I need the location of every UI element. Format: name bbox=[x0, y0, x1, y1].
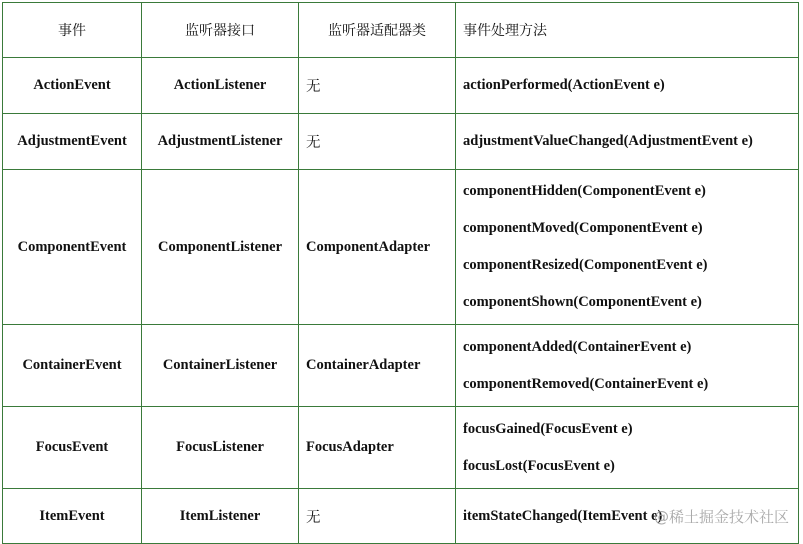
table-row bbox=[3, 325, 799, 407]
header-event: 事件 bbox=[3, 3, 142, 58]
methods-cell bbox=[456, 114, 799, 170]
methods-cell bbox=[456, 170, 799, 325]
method-item: componentMoved(ComponentEvent e) bbox=[463, 220, 703, 236]
methods-cell bbox=[456, 407, 799, 489]
method-item: adjustmentValueChanged(AdjustmentEvent e) bbox=[463, 133, 753, 149]
table-row bbox=[3, 58, 799, 114]
listener-cell: FocusListener bbox=[142, 407, 299, 489]
adapter-cell: 无 bbox=[299, 58, 456, 114]
header-listener: 监听器接口 bbox=[142, 3, 299, 58]
method-item: componentHidden(ComponentEvent e) bbox=[463, 183, 706, 199]
watermark: @稀土掘金技术社区 bbox=[653, 508, 789, 526]
listener-cell: ActionListener bbox=[142, 58, 299, 114]
event-cell: ActionEvent bbox=[3, 58, 142, 114]
event-cell: ItemEvent bbox=[3, 489, 142, 544]
listener-cell: AdjustmentListener bbox=[142, 114, 299, 170]
header-methods: 事件处理方法 bbox=[456, 3, 799, 58]
table-row bbox=[3, 407, 799, 489]
method-item: focusGained(FocusEvent e) bbox=[463, 420, 633, 437]
adapter-cell: 无 bbox=[299, 114, 456, 170]
methods-cell bbox=[456, 325, 799, 407]
header-adapter: 监听器适配器类 bbox=[299, 3, 456, 58]
listener-cell: ContainerListener bbox=[142, 325, 299, 407]
header-row bbox=[3, 3, 799, 58]
methods-cell bbox=[456, 58, 799, 114]
adapter-cell: ContainerAdapter bbox=[299, 325, 456, 407]
method-item: itemStateChanged(ItemEvent e) bbox=[463, 507, 663, 524]
event-cell: FocusEvent bbox=[3, 407, 142, 489]
method-item: componentRemoved(ContainerEvent e) bbox=[463, 375, 709, 392]
table-row bbox=[3, 114, 799, 170]
event-table bbox=[2, 2, 799, 544]
method-item: componentResized(ComponentEvent e) bbox=[463, 257, 708, 273]
adapter-cell: FocusAdapter bbox=[299, 407, 456, 489]
method-item: focusLost(FocusEvent e) bbox=[463, 457, 615, 474]
listener-cell: ComponentListener bbox=[142, 170, 299, 325]
event-cell: ContainerEvent bbox=[3, 325, 142, 407]
event-cell: AdjustmentEvent bbox=[3, 114, 142, 170]
listener-cell: ItemListener bbox=[142, 489, 299, 544]
event-cell: ComponentEvent bbox=[3, 170, 142, 325]
adapter-cell: 无 bbox=[299, 489, 456, 544]
adapter-cell: ComponentAdapter bbox=[299, 170, 456, 325]
method-item: componentAdded(ContainerEvent e) bbox=[463, 338, 692, 355]
method-item: componentShown(ComponentEvent e) bbox=[463, 294, 702, 310]
method-item: actionPerformed(ActionEvent e) bbox=[463, 77, 665, 93]
table-row bbox=[3, 170, 799, 325]
